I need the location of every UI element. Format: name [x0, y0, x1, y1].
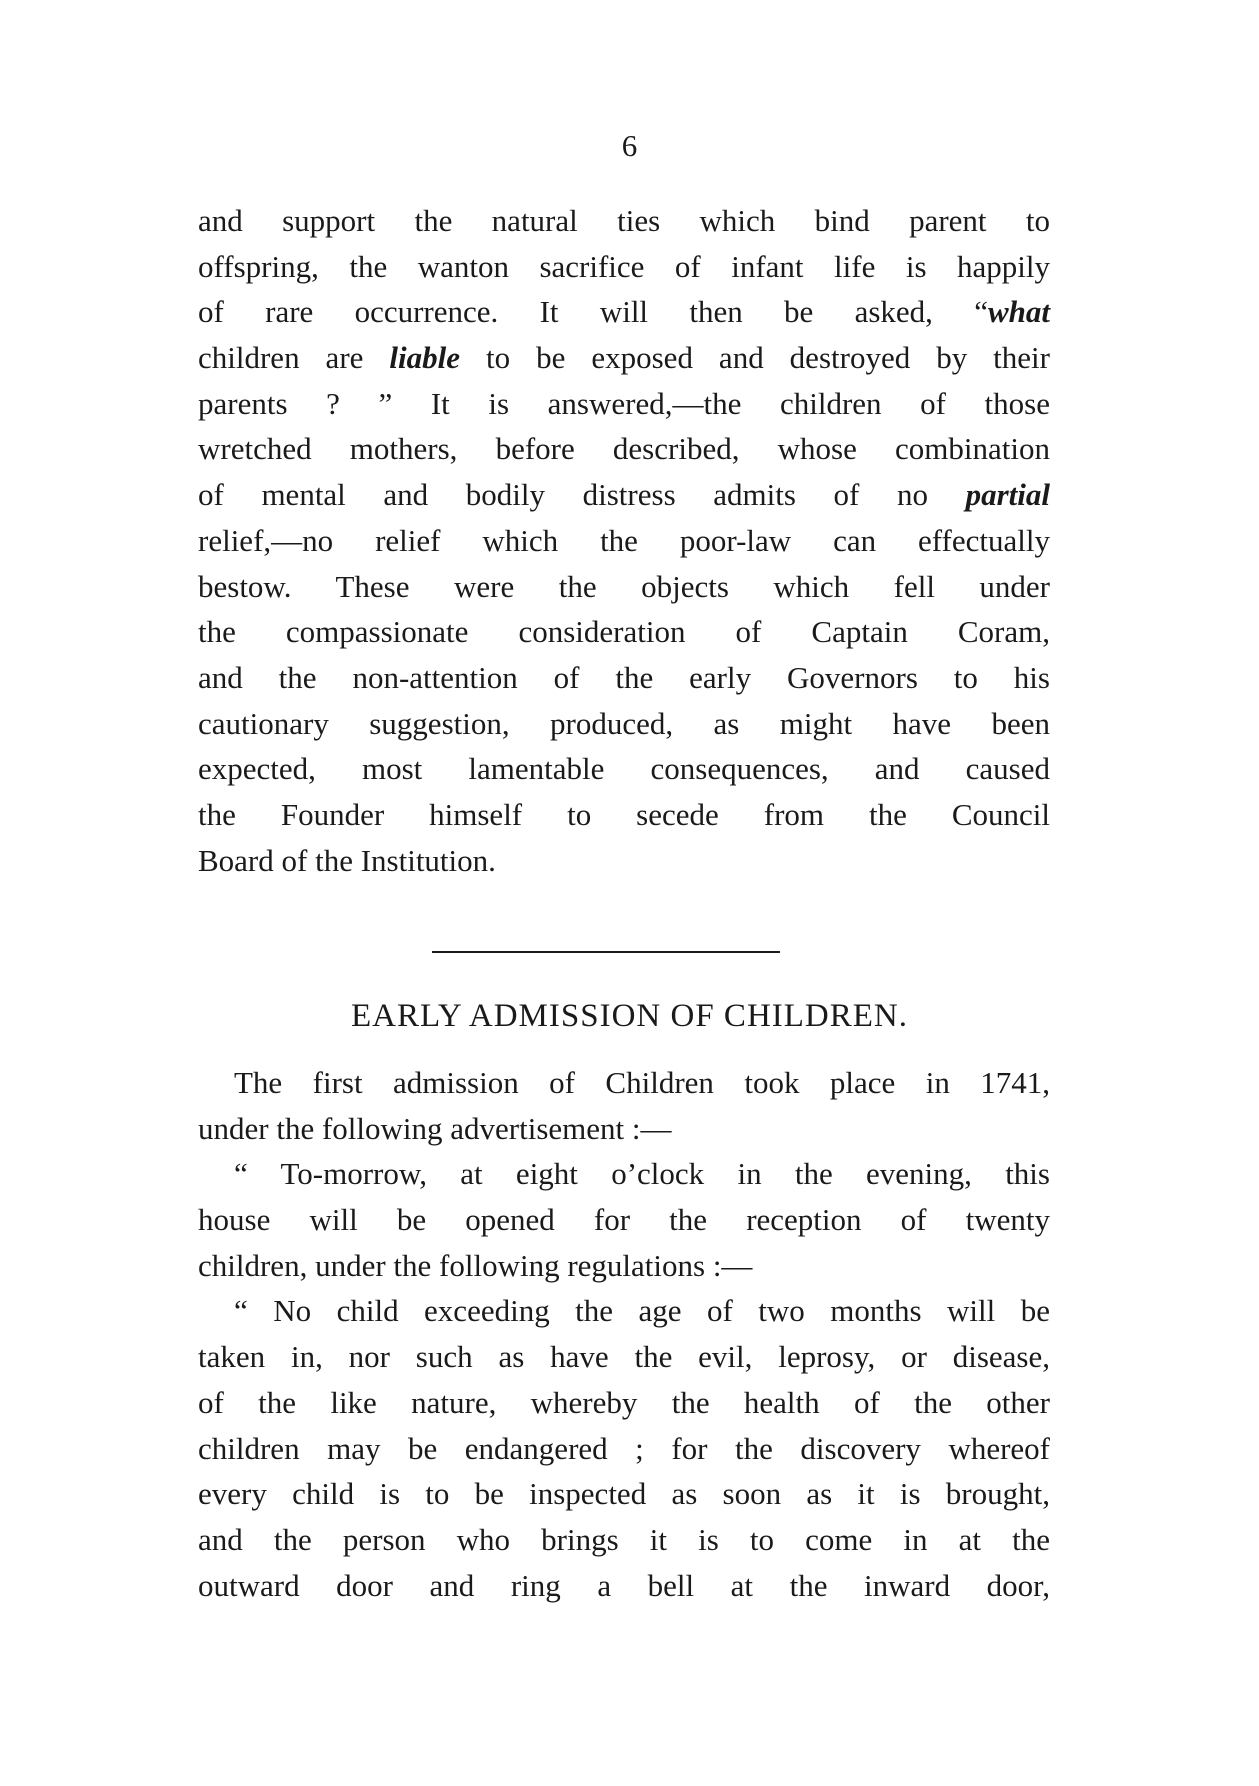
text-line: and the non-attention of the early Governors to his: [198, 659, 1050, 695]
text-line: “ No child exceeding the age of two months will be: [234, 1293, 1050, 1329]
section-heading: EARLY ADMISSION OF CHILDREN.: [351, 998, 908, 1034]
text-line: under the following advertisement :—: [198, 1110, 672, 1146]
text-segment: children are: [198, 340, 390, 376]
text-line: outward door and ring a bell at the inward door,: [198, 1567, 1050, 1603]
text-line: the Founder himself to secede from the Council: [198, 796, 1050, 832]
text-line: [198, 335, 1050, 381]
text-line: [198, 289, 1050, 335]
text-segment: of mental and bodily distress admits of no: [198, 477, 966, 513]
text-segment: of rare occurrence. It will then be asked, “: [198, 294, 988, 330]
text-line: Board of the Institution.: [198, 842, 496, 878]
text-line: the compassionate consideration of Captain Coram,: [198, 614, 1050, 650]
top-paragraph: [198, 198, 1050, 883]
bottom-paragraph: [198, 1060, 1050, 1608]
text-line: The first admission of Children took place in 1741,: [234, 1065, 1050, 1100]
page-number: 6: [621, 128, 638, 163]
text-line: relief,—no relief which the poor-law can effectually: [198, 522, 1050, 558]
text-line: every child is to be inspected as soon as it is brought,: [198, 1476, 1050, 1512]
text-line: [198, 472, 1050, 518]
text-segment: to be exposed and destroyed by their: [460, 340, 1050, 376]
text-line: expected, most lamentable consequences, and caused: [198, 751, 1050, 787]
text-line: and support the natural ties which bind parent to: [198, 203, 1050, 238]
italic-word-partial: partial: [965, 477, 1050, 513]
text-line: of the like nature, whereby the health of the other: [198, 1384, 1050, 1420]
text-line: wretched mothers, before described, whose combination: [198, 431, 1050, 467]
italic-word-what: what: [987, 294, 1050, 330]
text-line: parents ? ” It is answered,—the children of those: [198, 385, 1050, 421]
text-line: house will be opened for the reception of twenty: [198, 1202, 1050, 1238]
text-line: offspring, the wanton sacrifice of infant life is happily: [198, 248, 1050, 284]
italic-word-liable: liable: [389, 340, 461, 376]
text-line: bestow. These were the objects which fell under: [198, 568, 1050, 604]
text-line: “ To-morrow, at eight o’clock in the evening, this: [234, 1156, 1050, 1192]
text-line: and the person who brings it is to come in at the: [198, 1521, 1050, 1557]
text-line: taken in, nor such as have the evil, leprosy, or disease,: [198, 1339, 1050, 1375]
text-line: children, under the following regulations :—: [198, 1247, 753, 1283]
text-line: children may be endangered ; for the discovery whereof: [198, 1430, 1050, 1466]
text-line: cautionary suggestion, produced, as might have been: [198, 705, 1050, 741]
section-divider: [432, 951, 780, 953]
